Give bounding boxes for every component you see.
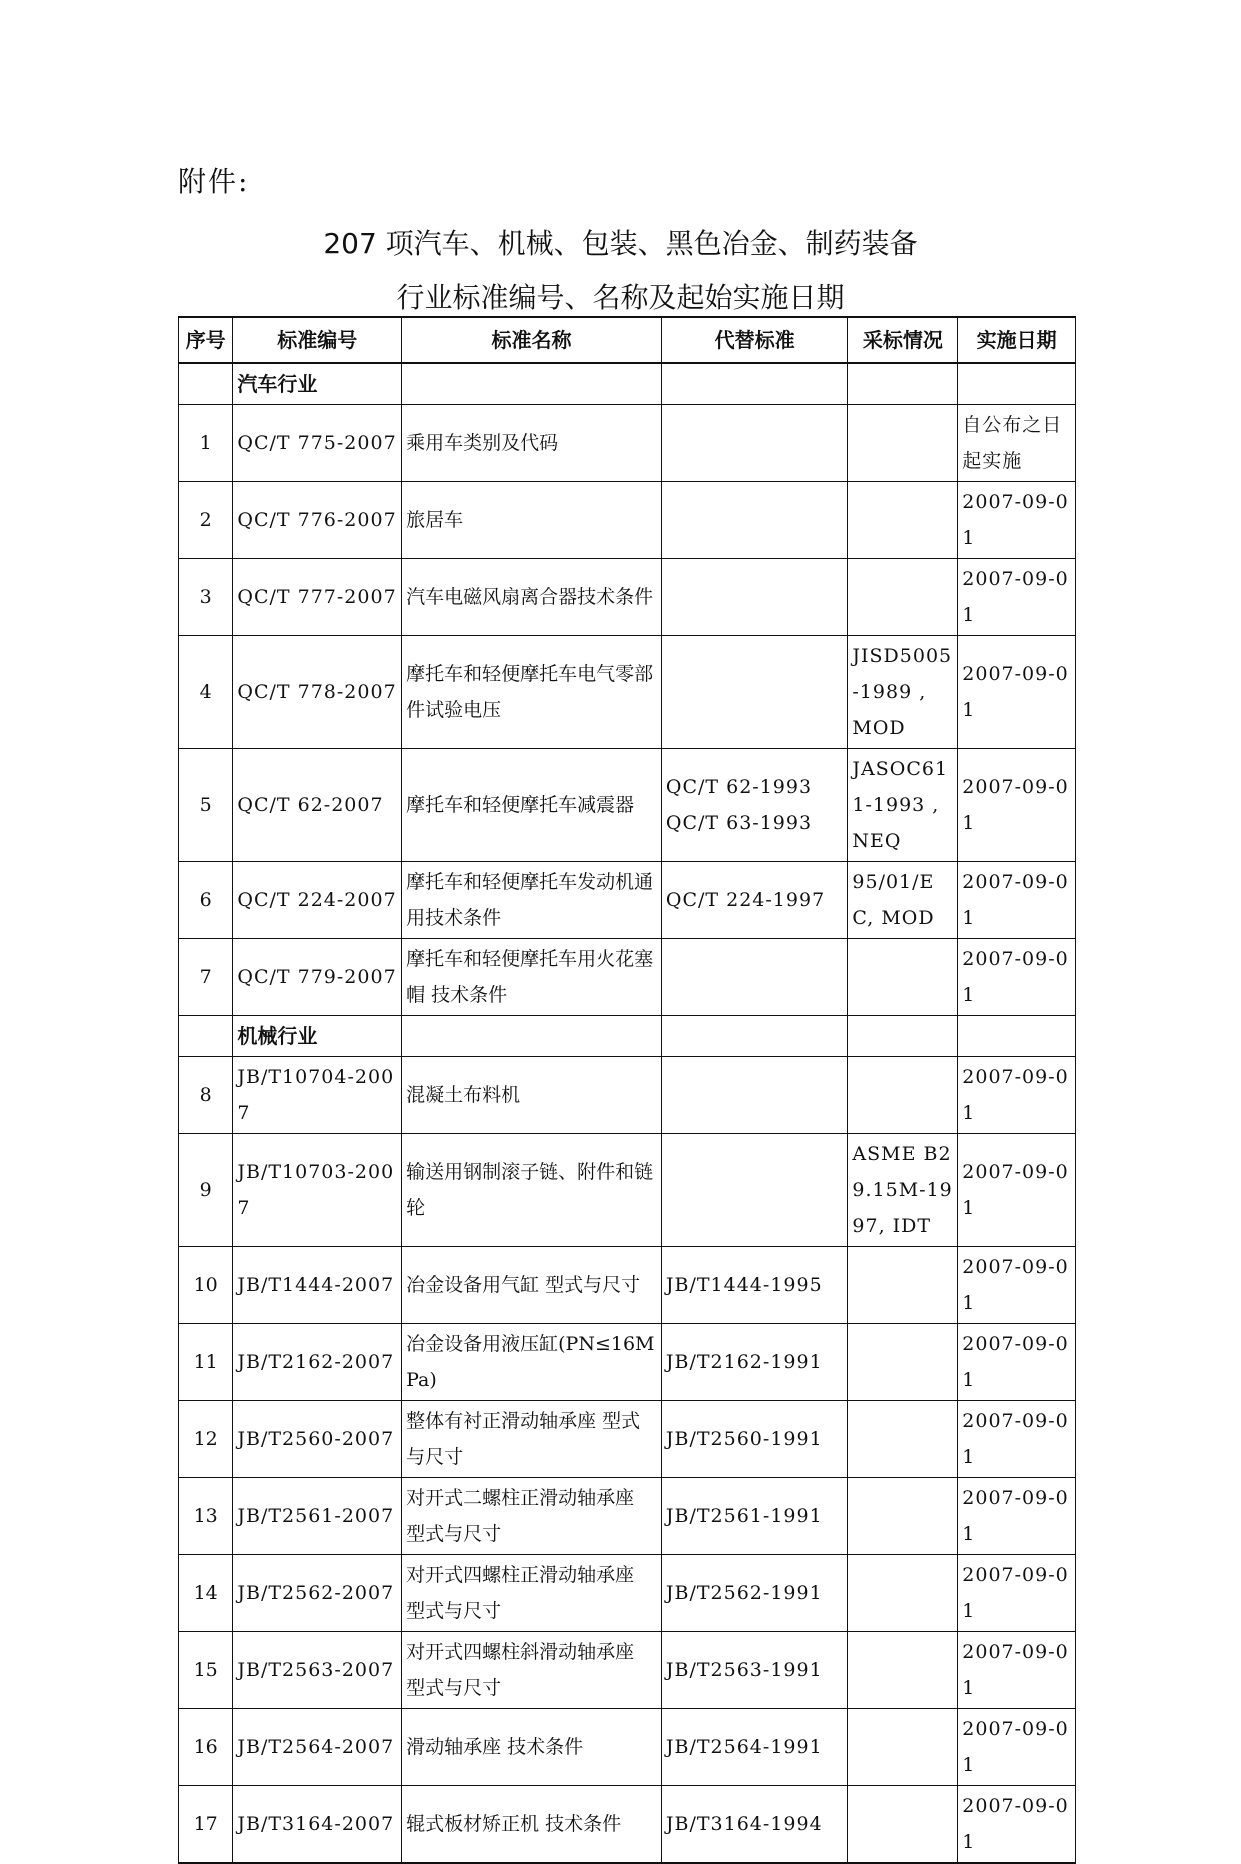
cell-replaces xyxy=(661,939,848,1016)
cell-serial: 5 xyxy=(179,749,233,862)
document-title-line-1: 207 项汽车、机械、包装、黑色冶金、制药装备 xyxy=(323,227,918,260)
cell-adoption xyxy=(848,1247,958,1324)
cell-adoption: ASME B29.15M-1997, IDT xyxy=(848,1134,958,1247)
cell-standard-name: 摩托车和轻便摩托车电气零部件试验电压 xyxy=(402,636,662,749)
table-row xyxy=(179,636,1076,749)
cell-standard-name: 辊式板材矫正机 技术条件 xyxy=(402,1786,662,1864)
cell-effective-date: 2007-09-01 xyxy=(958,559,1076,636)
cell-serial: 13 xyxy=(179,1478,233,1555)
cell-standard-code: JB/T2562-2007 xyxy=(233,1555,402,1632)
cell-standard-name: 汽车电磁风扇离合器技术条件 xyxy=(402,559,662,636)
cell-adoption xyxy=(848,1786,958,1864)
cell-serial: 12 xyxy=(179,1401,233,1478)
cell-standard-code: JB/T2560-2007 xyxy=(233,1401,402,1478)
section-title: 汽车行业 xyxy=(233,363,402,405)
cell-serial: 14 xyxy=(179,1555,233,1632)
cell-serial: 7 xyxy=(179,939,233,1016)
cell-effective-date: 2007-09-01 xyxy=(958,749,1076,862)
cell-standard-code: QC/T 224-2007 xyxy=(233,862,402,939)
cell-standard-code: JB/T10703-2007 xyxy=(233,1134,402,1247)
cell-standard-code: JB/T10704-2007 xyxy=(233,1057,402,1134)
cell-serial: 1 xyxy=(179,405,233,482)
table-row xyxy=(179,1057,1076,1134)
attachment-label: 附件: xyxy=(178,165,250,198)
table-row xyxy=(179,862,1076,939)
cell-standard-name: 旅居车 xyxy=(402,482,662,559)
cell-adoption xyxy=(848,559,958,636)
cell-adoption xyxy=(848,939,958,1016)
cell-effective-date: 2007-09-01 xyxy=(958,636,1076,749)
cell-standard-code: JB/T1444-2007 xyxy=(233,1247,402,1324)
cell-standard-name: 对开式四螺柱正滑动轴承座 型式与尺寸 xyxy=(402,1555,662,1632)
cell-effective-date: 2007-09-01 xyxy=(958,939,1076,1016)
table-row xyxy=(179,1786,1076,1864)
cell-replaces xyxy=(661,405,848,482)
cell-adoption: JISD5005-1989 , MOD xyxy=(848,636,958,749)
table-row xyxy=(179,559,1076,636)
cell-standard-code: QC/T 775-2007 xyxy=(233,405,402,482)
cell-effective-date: 2007-09-01 xyxy=(958,1478,1076,1555)
cell-adoption xyxy=(848,482,958,559)
cell-serial: 6 xyxy=(179,862,233,939)
table-row xyxy=(179,749,1076,862)
cell-replaces: JB/T2562-1991 xyxy=(661,1555,848,1632)
table-row xyxy=(179,1555,1076,1632)
header-standard-code: 标准编号 xyxy=(233,317,402,363)
cell-adoption xyxy=(848,1478,958,1555)
table-row xyxy=(179,1401,1076,1478)
cell-adoption xyxy=(848,1709,958,1786)
table-row xyxy=(179,405,1076,482)
empty-cell xyxy=(402,363,662,405)
header-adoption: 采标情况 xyxy=(848,317,958,363)
table-row xyxy=(179,1632,1076,1709)
cell-effective-date: 2007-09-01 xyxy=(958,1401,1076,1478)
cell-replaces: JB/T3164-1994 xyxy=(661,1786,848,1864)
cell-replaces xyxy=(661,1134,848,1247)
cell-serial: 9 xyxy=(179,1134,233,1247)
table-row xyxy=(179,1134,1076,1247)
cell-effective-date: 2007-09-01 xyxy=(958,862,1076,939)
header-standard-name: 标准名称 xyxy=(402,317,662,363)
cell-standard-code: QC/T 779-2007 xyxy=(233,939,402,1016)
cell-replaces: QC/T 224-1997 xyxy=(661,862,848,939)
cell-serial: 17 xyxy=(179,1786,233,1864)
cell-serial: 16 xyxy=(179,1709,233,1786)
cell-serial: 4 xyxy=(179,636,233,749)
empty-cell xyxy=(179,363,233,405)
cell-effective-date: 2007-09-01 xyxy=(958,482,1076,559)
cell-effective-date: 2007-09-01 xyxy=(958,1134,1076,1247)
cell-serial: 15 xyxy=(179,1632,233,1709)
cell-standard-name: 整体有衬正滑动轴承座 型式与尺寸 xyxy=(402,1401,662,1478)
cell-standard-code: JB/T2564-2007 xyxy=(233,1709,402,1786)
cell-standard-name: 摩托车和轻便摩托车发动机通用技术条件 xyxy=(402,862,662,939)
cell-serial: 8 xyxy=(179,1057,233,1134)
cell-standard-code: JB/T2561-2007 xyxy=(233,1478,402,1555)
cell-replaces: JB/T2162-1991 xyxy=(661,1324,848,1401)
header-replaces: 代替标准 xyxy=(661,317,848,363)
cell-adoption xyxy=(848,1555,958,1632)
cell-replaces xyxy=(661,482,848,559)
cell-replaces: JB/T2564-1991 xyxy=(661,1709,848,1786)
empty-cell xyxy=(848,363,958,405)
table-row xyxy=(179,1247,1076,1324)
empty-cell xyxy=(848,1016,958,1057)
empty-cell xyxy=(179,1016,233,1057)
table-row xyxy=(179,1478,1076,1555)
table-row xyxy=(179,1324,1076,1401)
cell-effective-date: 2007-09-01 xyxy=(958,1709,1076,1786)
cell-effective-date: 2007-09-01 xyxy=(958,1324,1076,1401)
empty-cell xyxy=(661,363,848,405)
cell-standard-name: 混凝土布料机 xyxy=(402,1057,662,1134)
cell-replaces: JB/T1444-1995 xyxy=(661,1247,848,1324)
section-row xyxy=(179,1016,1076,1057)
cell-adoption xyxy=(848,405,958,482)
empty-cell xyxy=(958,363,1076,405)
cell-standard-name: 冶金设备用液压缸(PN≤16MPa) xyxy=(402,1324,662,1401)
cell-standard-name: 对开式二螺柱正滑动轴承座 型式与尺寸 xyxy=(402,1478,662,1555)
cell-adoption xyxy=(848,1632,958,1709)
cell-serial: 11 xyxy=(179,1324,233,1401)
cell-effective-date: 2007-09-01 xyxy=(958,1632,1076,1709)
cell-replaces xyxy=(661,1057,848,1134)
cell-replaces: JB/T2563-1991 xyxy=(661,1632,848,1709)
table-header-row xyxy=(179,317,1076,363)
cell-adoption xyxy=(848,1401,958,1478)
table-row xyxy=(179,939,1076,1016)
cell-standard-name: 冶金设备用气缸 型式与尺寸 xyxy=(402,1247,662,1324)
cell-replaces xyxy=(661,559,848,636)
cell-standard-code: QC/T 776-2007 xyxy=(233,482,402,559)
cell-adoption: JASOC611-1993 , NEQ xyxy=(848,749,958,862)
empty-cell xyxy=(661,1016,848,1057)
cell-standard-code: QC/T 777-2007 xyxy=(233,559,402,636)
cell-effective-date: 2007-09-01 xyxy=(958,1555,1076,1632)
cell-standard-code: JB/T2162-2007 xyxy=(233,1324,402,1401)
cell-effective-date: 2007-09-01 xyxy=(958,1057,1076,1134)
cell-adoption xyxy=(848,1324,958,1401)
cell-serial: 3 xyxy=(179,559,233,636)
cell-replaces: JB/T2561-1991 xyxy=(661,1478,848,1555)
table-body xyxy=(179,363,1076,1863)
section-title: 机械行业 xyxy=(233,1016,402,1057)
header-effective-date: 实施日期 xyxy=(958,317,1076,363)
cell-replaces: JB/T2560-1991 xyxy=(661,1401,848,1478)
empty-cell xyxy=(402,1016,662,1057)
standards-table xyxy=(178,316,1076,1864)
cell-standard-name: 对开式四螺柱斜滑动轴承座 型式与尺寸 xyxy=(402,1632,662,1709)
cell-standard-name: 滑动轴承座 技术条件 xyxy=(402,1709,662,1786)
cell-standard-code: JB/T2563-2007 xyxy=(233,1632,402,1709)
cell-standard-name: 乘用车类别及代码 xyxy=(402,405,662,482)
cell-effective-date: 2007-09-01 xyxy=(958,1786,1076,1864)
cell-replaces xyxy=(661,636,848,749)
cell-standard-name: 摩托车和轻便摩托车减震器 xyxy=(402,749,662,862)
cell-serial: 10 xyxy=(179,1247,233,1324)
cell-serial: 2 xyxy=(179,482,233,559)
empty-cell xyxy=(958,1016,1076,1057)
section-row xyxy=(179,363,1076,405)
cell-effective-date: 2007-09-01 xyxy=(958,1247,1076,1324)
cell-effective-date: 自公布之日起实施 xyxy=(958,405,1076,482)
cell-adoption: 95/01/EC, MOD xyxy=(848,862,958,939)
cell-standard-code: QC/T 62-2007 xyxy=(233,749,402,862)
cell-standard-code: QC/T 778-2007 xyxy=(233,636,402,749)
cell-standard-code: JB/T3164-2007 xyxy=(233,1786,402,1864)
cell-standard-name: 输送用钢制滚子链、附件和链轮 xyxy=(402,1134,662,1247)
table-row xyxy=(179,1709,1076,1786)
header-serial: 序号 xyxy=(179,317,233,363)
cell-replaces: QC/T 62-1993 QC/T 63-1993 xyxy=(661,749,848,862)
table-row xyxy=(179,482,1076,559)
cell-adoption xyxy=(848,1057,958,1134)
document-title-line-2: 行业标准编号、名称及起始实施日期 xyxy=(396,281,845,314)
cell-standard-name: 摩托车和轻便摩托车用火花塞帽 技术条件 xyxy=(402,939,662,1016)
